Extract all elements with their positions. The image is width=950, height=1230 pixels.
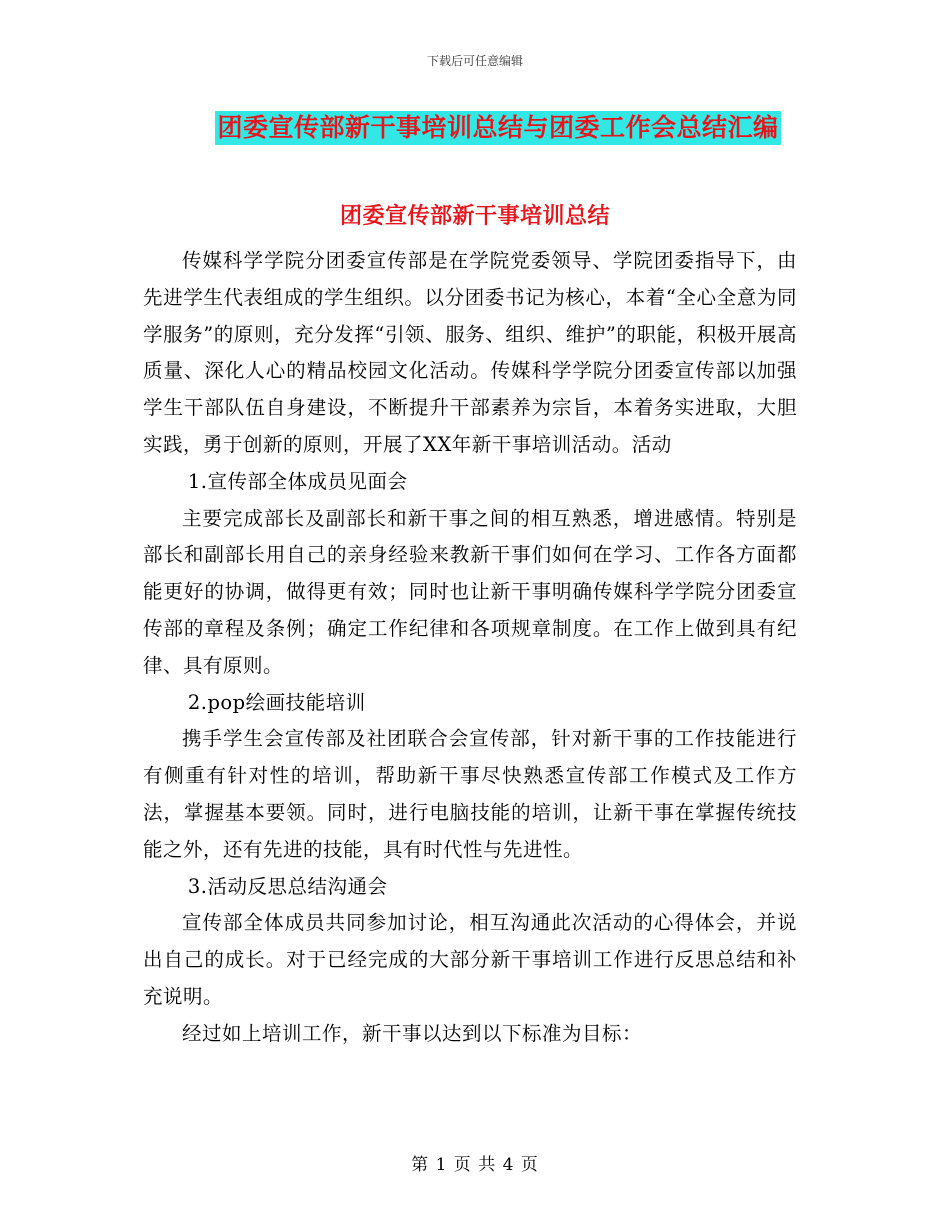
paragraph-2: 携手学生会宣传部及社团联合会宣传部，针对新干事的工作技能进行有侧重有针对性的培训，帮助新干事尽快熟悉宣传部工作模式及工作方法，掌握基本要领。同时，进行电脑技能的培训，让新干事在掌握传统技能之外，还有先进的技能，具有时代性与先进性。 <box>143 727 797 861</box>
paragraph-intro: 传媒科学学院分团委宣传部是在学院党委领导、学院团委指导下，由先进学生代表组成的学生组织。以分团委书记为核心，本着“全心全意为同学服务”的原则，充分发挥“引领、服务、组织、维护”的职能，积极开展高质量、深化人心的精品校园文化活动。传媒科学学院分团委宣传部以加强学生干部队伍自身建设，不断提升干部素养为宗旨，本着务实进取，大胆实践，勇于创新的原则，开展了XX年新干事培训活动。活动 <box>143 249 797 456</box>
list-item-heading-1: 1.宣传部全体成员见面会 <box>187 469 408 493</box>
page-footer: 第 1 页 共 4 页 <box>411 1155 539 1175</box>
paragraph-1: 主要完成部长及副部长和新干事之间的相互熟悉，增进感情。特别是部长和副部长用自己的亲身经验来教新干事们如何在学习、工作各方面都能更好的协调，做得更有效；同时也让新干事明确传媒科学学院分团委宣传部的章程及条例；确定工作纪律和各项规章制度。在工作上做到具有纪律、具有原则。 <box>143 506 797 677</box>
section-title: 团委宣传部新干事培训总结 <box>339 203 610 229</box>
paragraph-3: 宣传部全体成员共同参加讨论，相互沟通此次活动的心得体会，并说出自己的成长。对于已经完成的大部分新干事培训工作进行反思总结和补充说明。 <box>143 911 797 1008</box>
list-item-heading-3: 3.活动反思总结沟通会 <box>187 874 388 898</box>
paragraph-conclusion: 经过如上培训工作，新干事以达到以下标准为目标： <box>182 1021 643 1045</box>
header-note: 下载后可任意编辑 <box>426 54 523 68</box>
main-title-wrap <box>0 111 950 145</box>
document-body <box>143 243 797 1053</box>
document-title: 团委宣传部新干事培训总结与团委工作会总结汇编 <box>215 111 780 145</box>
list-item-heading-2: 2.pop绘画技能培训 <box>187 690 366 714</box>
